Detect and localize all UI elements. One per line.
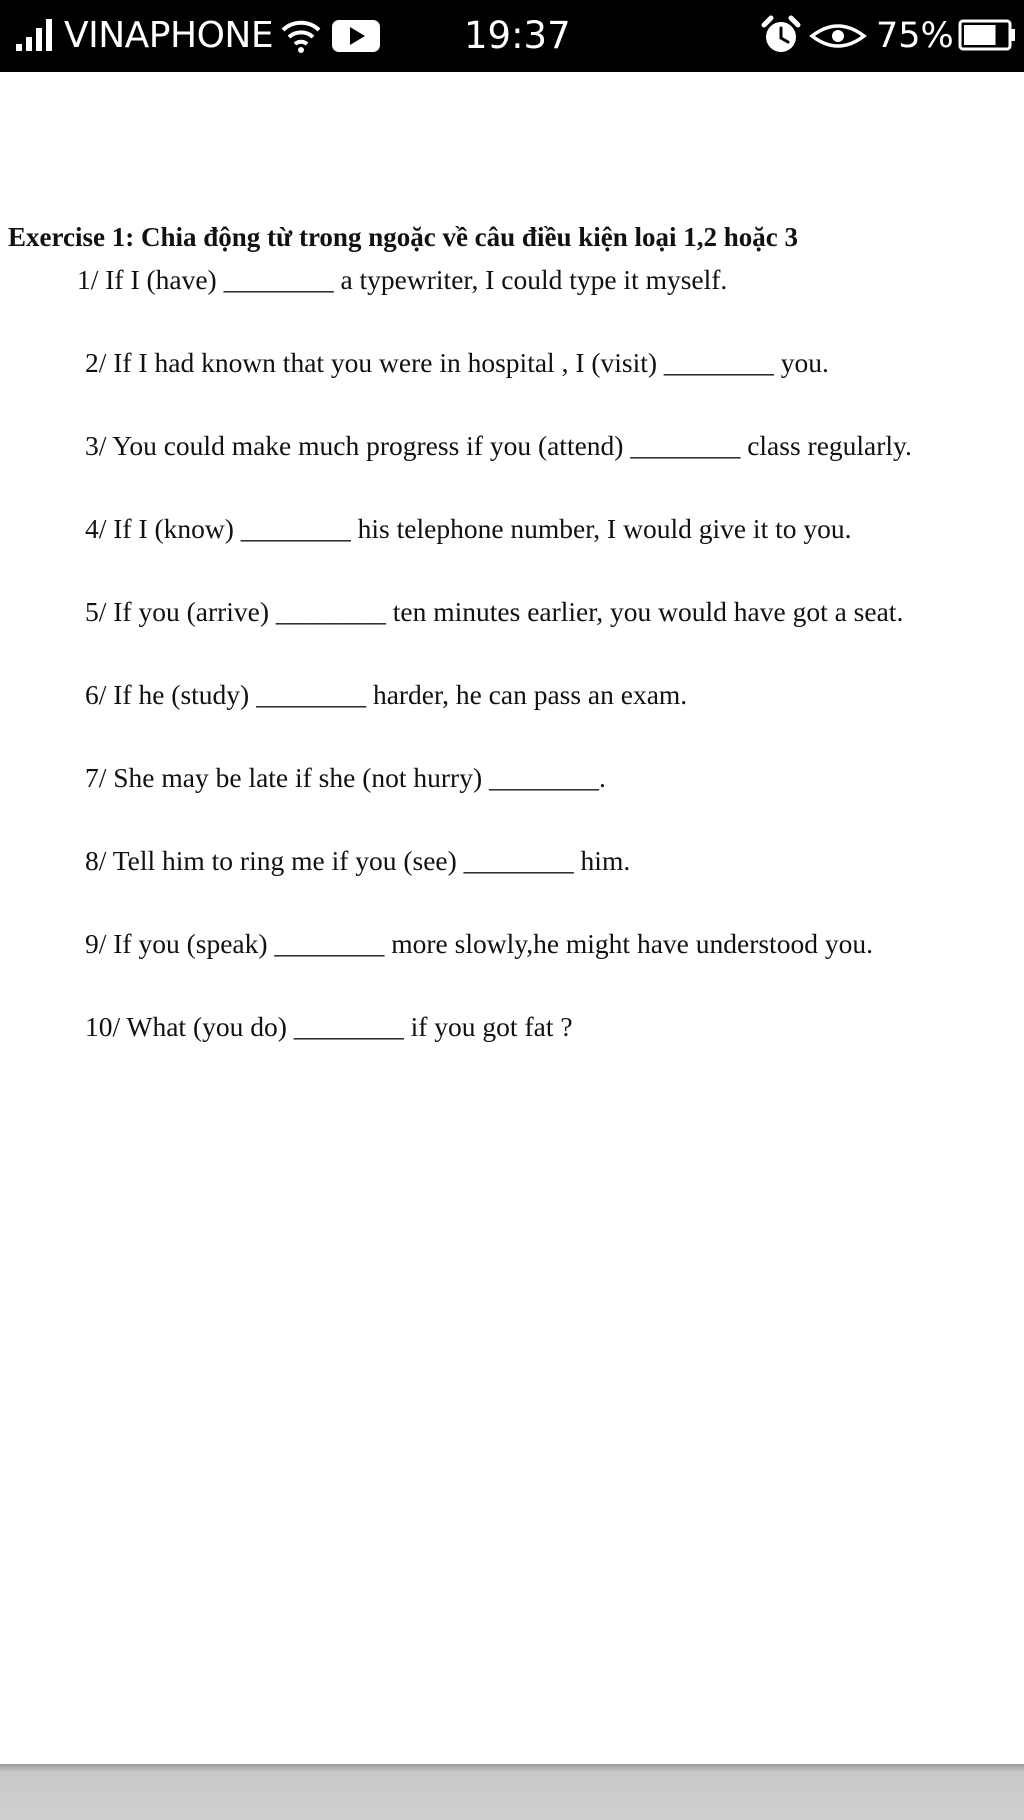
question-6: 6/ If he (study) ________ harder, he can pass an exam. xyxy=(85,679,688,710)
status-bar xyxy=(0,0,1024,72)
question-3: 3/ You could make much progress if you (attend) ________ class regularly. xyxy=(85,430,912,461)
carrier-name: VINAPHONE xyxy=(64,15,274,56)
question-9: 9/ If you (speak) ________ more slowly,he might have understood you. xyxy=(85,928,873,959)
question-8: 8/ Tell him to ring me if you (see) ________ him. xyxy=(85,845,631,876)
battery-fill xyxy=(964,25,996,45)
question-5: 5/ If you (arrive) ________ ten minutes earlier, you would have got a seat. xyxy=(85,596,904,627)
wifi-icon xyxy=(280,18,322,54)
eye-icon xyxy=(808,20,868,52)
clock: 19:37 xyxy=(464,14,571,57)
question-10: 10/ What (you do) ________ if you got fat ? xyxy=(85,1011,573,1042)
question-4: 4/ If I (know) ________ his telephone number, I would give it to you. xyxy=(85,513,852,544)
exercise-title: Exercise 1: Chia động từ trong ngoặc về câu điều kiện loại 1,2 hoặc 3 xyxy=(8,222,798,252)
battery-percent: 75% xyxy=(876,16,954,56)
question-7: 7/ She may be late if she (not hurry) ________. xyxy=(85,762,606,793)
alarm-icon xyxy=(760,14,802,56)
bottom-scroll-edge xyxy=(0,1764,1024,1820)
signal-icon xyxy=(14,18,54,52)
document-page xyxy=(0,72,1024,1764)
question-1: 1/ If I (have) ________ a typewriter, I could type it myself. xyxy=(77,264,728,295)
question-2: 2/ If I had known that you were in hospital , I (visit) ________ you. xyxy=(85,347,829,378)
battery-icon xyxy=(958,18,1016,52)
youtube-icon xyxy=(331,18,381,54)
